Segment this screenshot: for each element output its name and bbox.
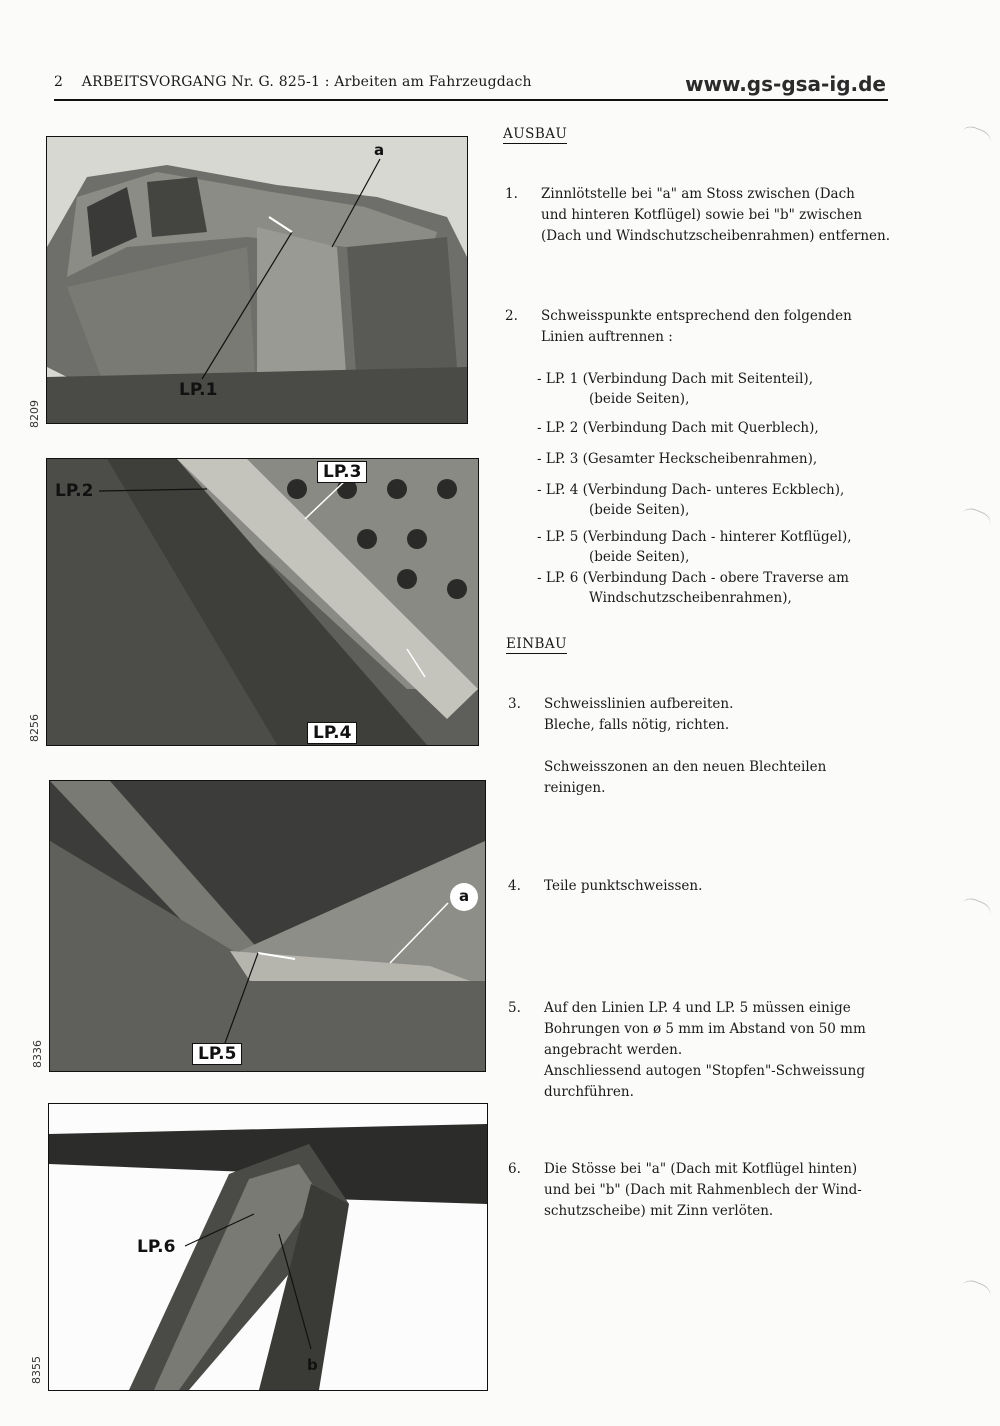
step-text: Auf den Linien LP. 4 und LP. 5 müssen einige Bohrungen von ø 5 mm im Abstand von 50 mm angebracht werden. Anschliessend autogen "Stopfen"-Schweissung durchführen. (544, 1000, 866, 1100)
step-text: Zinnlötstelle bei "a" am Stoss zwischen (Dach und hinteren Kotflügel) sowie bei "b" zwischen (Dach und Windschutzscheibenrahmen) entfernen. (541, 186, 890, 244)
step-4 (508, 876, 702, 897)
step-number: 6. (508, 1161, 521, 1177)
header-title: ARBEITSVORGANG Nr. G. 825-1 : Arbeiten am Fahrzeugdach (81, 74, 532, 90)
list-item-text: - LP. 1 (Verbindung Dach mit Seitenteil), (537, 371, 813, 387)
list-item (537, 418, 819, 438)
callout-lines (50, 781, 485, 1071)
figure-ref-number: 8209 (28, 400, 41, 428)
section-title-ausbau: AUSBAU (503, 126, 568, 142)
page-number: 2 (54, 74, 64, 90)
step-number: 5. (508, 1000, 521, 1016)
list-item-text: - LP. 5 (Verbindung Dach - hinterer Kotflügel), (537, 529, 852, 545)
callout-lines (47, 459, 478, 745)
list-item-continuation: (beide Seiten), (589, 391, 690, 407)
step-number: 2. (505, 308, 518, 324)
step-text: Schweisspunkte entsprechend den folgenden Linien auftrennen : (541, 308, 852, 345)
label-lp5: LP.5 (192, 1043, 242, 1065)
label-lp4: LP.4 (307, 722, 357, 744)
website-link[interactable]: www.gs-gsa-ig.de (685, 72, 886, 96)
header-divider (54, 99, 888, 101)
list-item (537, 527, 852, 567)
label-b: b (307, 1356, 318, 1374)
label-a: a (374, 141, 385, 159)
label-lp3: LP.3 (317, 461, 367, 483)
step-number: 4. (508, 878, 521, 894)
list-item-continuation: (beide Seiten), (589, 549, 690, 565)
list-item (537, 449, 817, 469)
step-text: Die Stösse bei "a" (Dach mit Kotflügel hinten) und bei "b" (Dach mit Rahmenblech der Wind- schutzscheibe) mit Zinn verlöten. (544, 1161, 862, 1219)
figure-car-body-side (46, 136, 468, 424)
list-item-text: - LP. 2 (Verbindung Dach mit Querblech), (537, 420, 819, 436)
figure-ref-number: 8256 (28, 714, 41, 742)
label-a: a (458, 887, 470, 905)
punch-hole-mark (957, 505, 993, 538)
step-number: 3. (508, 696, 521, 712)
list-item-text: - LP. 6 (Verbindung Dach - obere Traverse am (537, 570, 849, 586)
step-text: Teile punktschweissen. (544, 878, 703, 894)
list-item-continuation: Windschutzscheibenrahmen), (589, 590, 792, 606)
label-a-badge (450, 883, 478, 911)
figure-windshield-frame (48, 1103, 488, 1391)
step-number: 1. (505, 186, 518, 202)
step-text: Schweisslinien aufbereiten. Bleche, falls nötig, richten. Schweisszonen an den neuen Blechteilen reinigen. (544, 696, 827, 796)
punch-hole-mark (957, 895, 993, 928)
list-item (537, 480, 844, 520)
step-6 (508, 1159, 862, 1222)
list-item-continuation: (beide Seiten), (589, 502, 690, 518)
callout-lines (47, 137, 467, 423)
step-1 (505, 184, 890, 247)
punch-hole-mark (957, 123, 993, 156)
label-lp6: LP.6 (137, 1237, 176, 1257)
figure-ref-number: 8355 (30, 1356, 43, 1384)
step-5 (508, 998, 866, 1103)
figure-ref-number: 8336 (31, 1040, 44, 1068)
list-item-text: - LP. 3 (Gesamter Heckscheibenrahmen), (537, 451, 818, 467)
label-lp1: LP.1 (179, 380, 218, 400)
callout-lines (49, 1104, 487, 1390)
list-item (537, 369, 813, 409)
figure-rear-fender-joint (49, 780, 486, 1072)
page-header (54, 74, 532, 90)
list-item-text: - LP. 4 (Verbindung Dach- unteres Eckblech), (537, 482, 845, 498)
step-2 (505, 306, 852, 348)
section-title-einbau: EINBAU (506, 636, 568, 652)
label-lp2: LP.2 (55, 481, 94, 501)
step-3 (508, 694, 826, 799)
figure-rear-window-frame (46, 458, 479, 746)
punch-hole-mark (957, 1277, 993, 1310)
list-item (537, 568, 849, 608)
